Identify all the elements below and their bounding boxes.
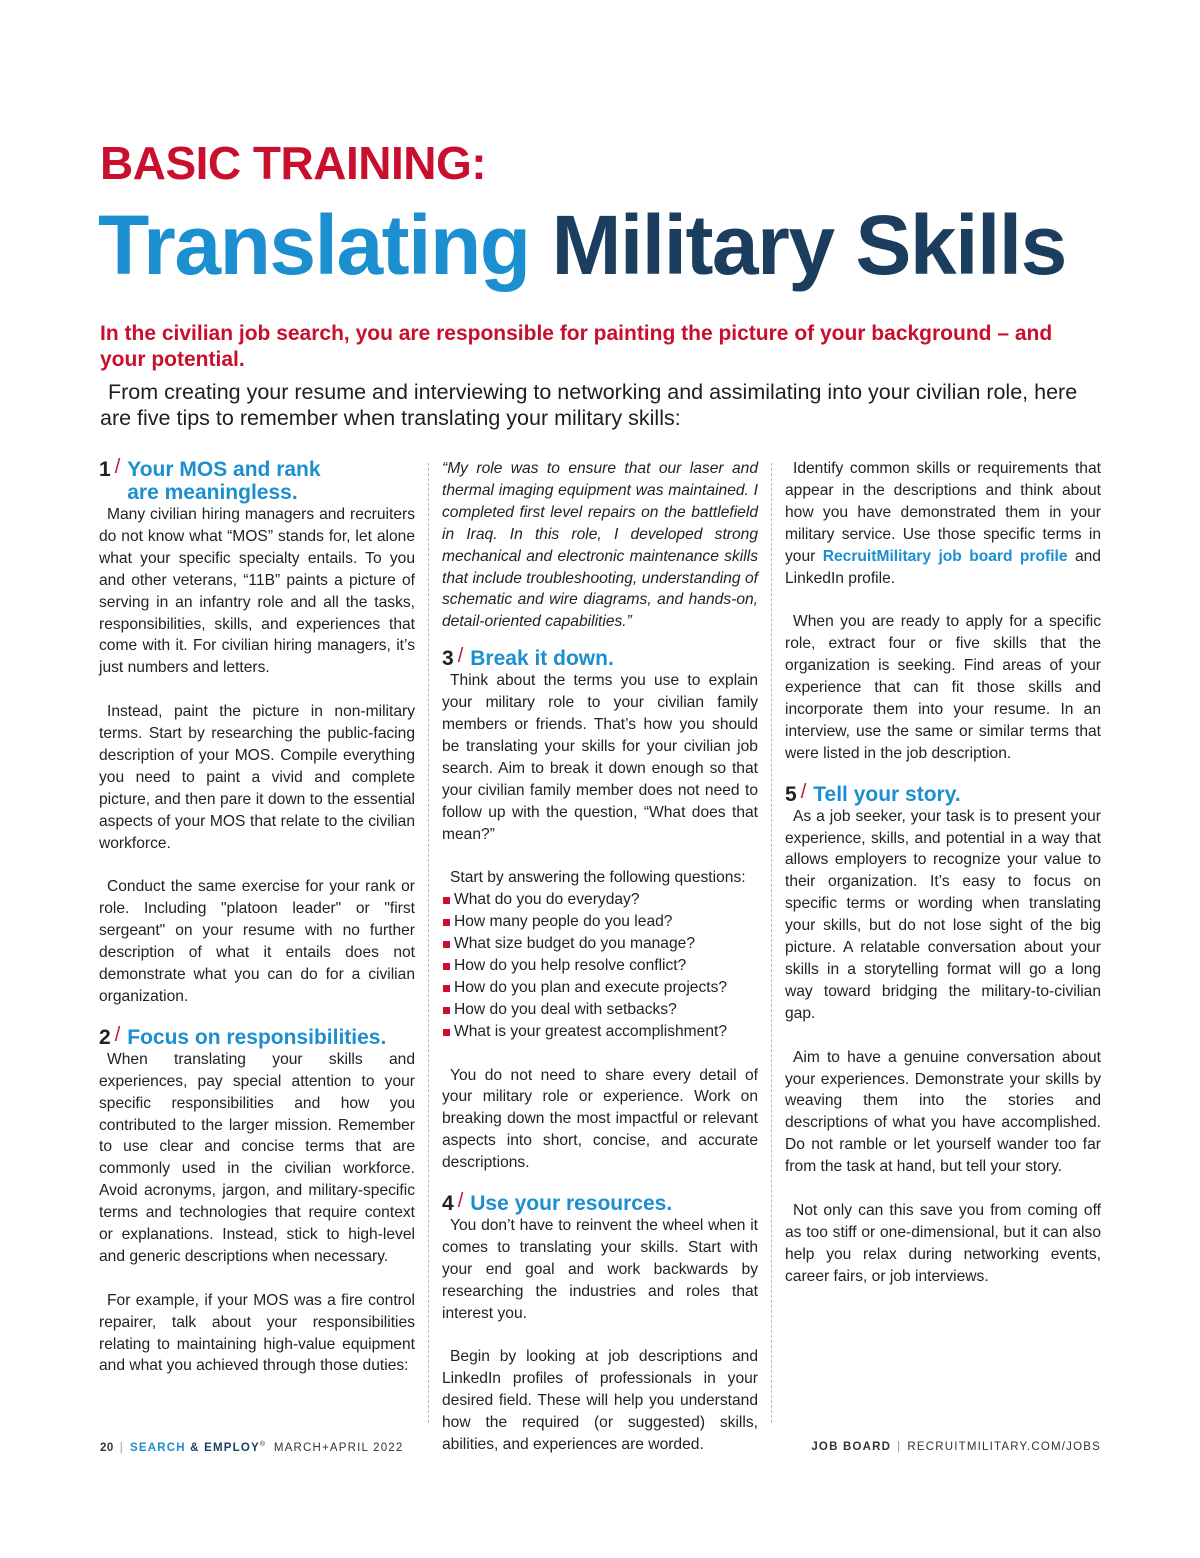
list-item: What is your greatest accomplishment? <box>442 1021 758 1043</box>
section-heading-5 <box>785 780 1101 806</box>
column-1 <box>99 458 415 1377</box>
section-title: Use your resources. <box>470 1192 673 1216</box>
slash-mark: / <box>800 780 807 803</box>
paragraph: As a job seeker, your task is to present your experience, skills, and potential in a way that allows employers to recognize your value to their organization. It’s easy to focus on specific terms or wording when translating your skills, but do not lose sight of the big picture. A relatable conversation about your skills in a storytelling format will go a long way toward bridging the military-to-civilian gap. <box>785 807 1101 1022</box>
section-heading-1 <box>99 458 415 504</box>
slash-mark: / <box>114 1023 121 1046</box>
section-heading-3 <box>442 647 758 670</box>
section-number: 5 <box>785 782 797 806</box>
paragraph: Not only can this save you from coming off as too stiff or one-dimensional, but it can also help you relax during networking events, career fairs, or job interviews. <box>785 1201 1101 1285</box>
paragraph: Think about the terms you use to explain your military role to your civilian family members or friends. That’s how you should be translating your skills for your civilian job search. Aim to break it down enough so that your civilian family member does not need to follow up with the question, “What does that mean?” <box>442 672 758 843</box>
footer-left: 20 | SEARCH & EMPLOY® MARCH+APRIL 2022 <box>100 1441 404 1454</box>
section-number: 4 <box>442 1192 454 1216</box>
title-light: Translating <box>98 198 530 292</box>
column-3 <box>785 458 1101 1288</box>
paragraph: Instead, paint the picture in non-military terms. Start by researching the public-facing description of your MOS. Compile everything you need to paint a vivid and complete picture, and then pare it down to the essential aspects of your MOS that relate to the civilian workforce. <box>99 703 415 852</box>
list-item: What size budget do you manage? <box>442 933 758 955</box>
list-item: How do you help resolve conflict? <box>442 955 758 977</box>
paragraph: When you are ready to apply for a specific role, extract four or five skills that the organization is seeking. Find areas of your experience that can fit those skills and incorporate them into your resume. In an interview, use the same or similar terms that were listed in the job description. <box>785 613 1101 762</box>
quote-paragraph: “My role was to ensure that our laser and thermal imaging equipment was maintained. I completed first level repairs on the battlefield in Iraq. In this role, I developed strong mechanical and electronic maintenance skills that include troubleshooting, understanding of schematic and wire diagrams, and hands-on, detail-oriented capabilities.” <box>442 460 758 631</box>
slash-mark: / <box>457 645 464 668</box>
paragraph: Identify common skills or requirements that appear in the descriptions and think about how you have demonstrated them in your military service. Use those specific terms in your RecruitMilitary job board profile and LinkedIn profile. <box>785 460 1101 587</box>
section-heading-4 <box>442 1192 758 1215</box>
paragraph: When translating your skills and experiences, pay special attention to your specific responsibilities and how you contributed to the larger mission. Remember to use clear and concise terms that are commonly used in the civilian workforce. Avoid acronyms, jargon, and military-specific terms and technologies that require context or explanations. Instead, stick to high-level and generic descriptions when necessary. <box>99 1050 415 1265</box>
magazine-name: SEARCH <box>129 1441 186 1454</box>
slash-mark: / <box>114 456 121 478</box>
list-item: How many people do you lead? <box>442 911 758 933</box>
paragraph: Many civilian hiring managers and recruiters do not know what “MOS” stands for, let alone what your specific specialty entails. To you and other veterans, “11B” paints a picture of serving in an infantry role and all the tasks, responsibilities, skills, and experiences that come with it. For civilian hiring managers, it’s just numbers and letters. <box>99 506 415 677</box>
section-title: Break it down. <box>470 647 614 671</box>
section-title: Tell your story. <box>813 782 961 806</box>
page-title <box>98 198 1066 292</box>
title-dark: Military Skills <box>551 198 1066 292</box>
column-divider-1 <box>428 463 429 1423</box>
list-item: What do you do everyday? <box>442 889 758 911</box>
section-number: 1 <box>99 458 111 481</box>
footer-right: JOB BOARD | RECRUITMILITARY.COM/JOBS <box>811 1441 1101 1453</box>
section-title: Your MOS and rank are meaningless. <box>127 458 321 504</box>
section-label: JOB BOARD <box>811 1441 892 1453</box>
footer-url[interactable]: RECRUITMILITARY.COM/JOBS <box>907 1441 1101 1453</box>
column-2 <box>442 458 758 1456</box>
paragraph: For example, if your MOS was a fire control repairer, talk about your responsibilities relating to maintaining high-value equipment and what you achieved through those duties: <box>99 1291 415 1375</box>
question-list <box>442 889 758 1042</box>
job-board-profile-link[interactable]: RecruitMilitary job board profile <box>822 547 1068 565</box>
slash-mark: / <box>457 1190 464 1213</box>
section-number: 2 <box>99 1025 111 1049</box>
section-number: 3 <box>442 647 454 671</box>
section-title: Focus on responsibilities. <box>127 1025 387 1049</box>
paragraph: Start by answering the following questions: <box>450 869 746 887</box>
paragraph: Begin by looking at job descriptions and LinkedIn profiles of professionals in your desired field. These will help you understand how the required (or suggested) skills, abilities, and experiences are worded. <box>442 1348 758 1454</box>
section-heading-2 <box>99 1023 415 1049</box>
paragraph: You do not need to share every detail of your military role or experience. Work on breaking down the most impactful or relevant aspects into short, concise, and accurate descriptions. <box>442 1066 758 1172</box>
paragraph: Conduct the same exercise for your rank or role. Including "platoon leader" or "first sergeant" on your resume with no further description of what it entails does not demonstrate what you can do for a civilian organization. <box>99 878 415 1005</box>
page-number: 20 <box>100 1441 114 1454</box>
list-item: How do you plan and execute projects? <box>442 977 758 999</box>
deck: In the civilian job search, you are responsible for painting the picture of your background – and your potential. <box>100 322 1053 371</box>
list-item: How do you deal with setbacks? <box>442 999 758 1021</box>
issue-date: MARCH+APRIL 2022 <box>273 1441 404 1454</box>
lead-paragraph: From creating your resume and interviewing to networking and assimilating into your civilian role, here are five tips to remember when translating your military skills: <box>100 380 1078 430</box>
column-divider-2 <box>771 463 772 1423</box>
kicker: BASIC TRAINING: <box>100 137 487 189</box>
paragraph: Aim to have a genuine conversation about your experiences. Demonstrate your skills by weaving them into the stories and descriptions of what you have accomplished. Do not ramble or let yourself wander too far from the task at hand, but tell your story. <box>785 1048 1101 1176</box>
paragraph: You don’t have to reinvent the wheel when it comes to translating your skills. Start with your end goal and work backwards by researching the industries and roles that interest you. <box>442 1217 758 1322</box>
